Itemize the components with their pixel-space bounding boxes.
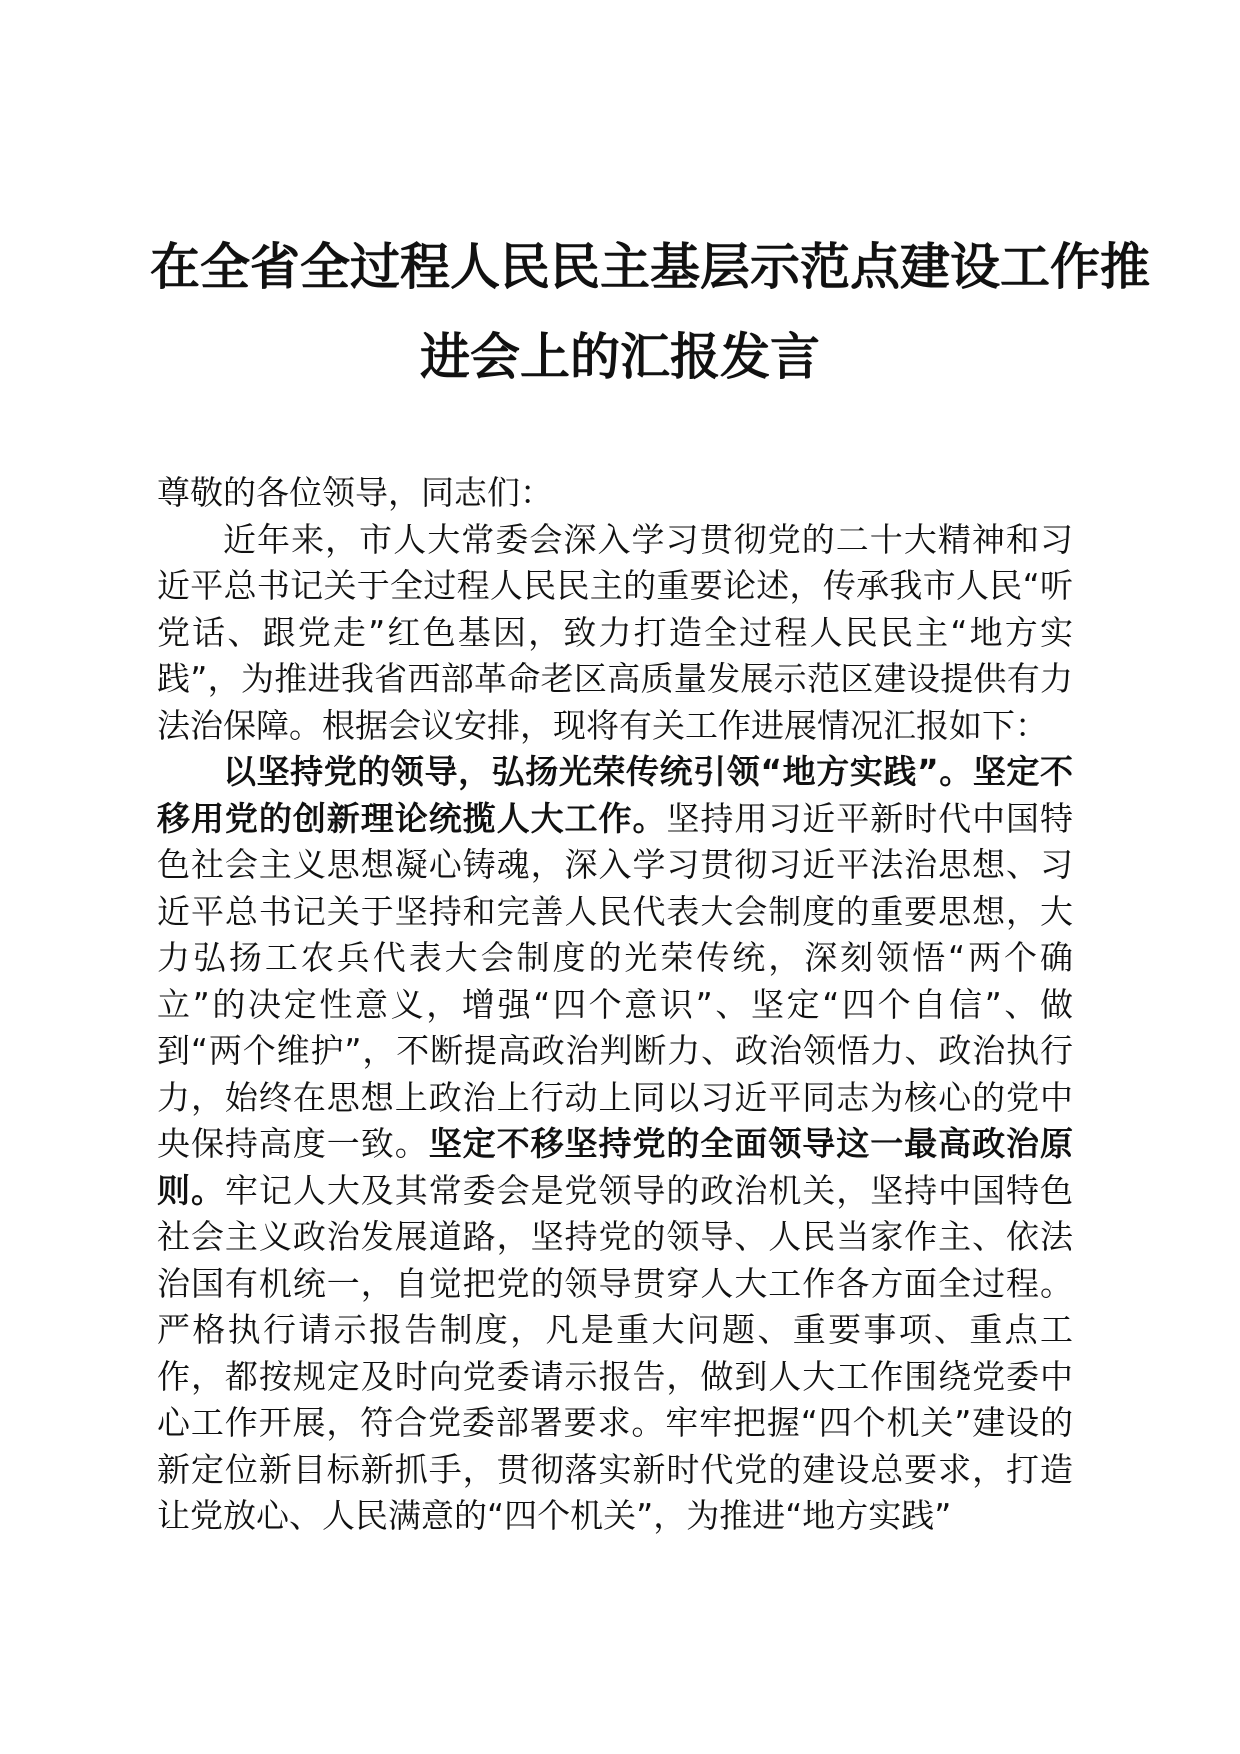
document-body [157, 470, 1073, 1540]
salutation: 尊敬的各位领导，同志们： [157, 473, 553, 512]
title-line-2: 进会上的汇报发言 [420, 327, 820, 386]
intro-paragraph: 近年来，市人大常委会深入学习贯彻党的二十大精神和习近平总书记关于全过程人民民主的重要论述，传承我市人民“听党话、跟党走”红色基因，致力打造全过程人民民主“地方实践”，为推进我省西部革命老区高质量发展示范区建设提供有力法治保障。根据会议安排，现将有关工作进展情况汇报如下： [157, 519, 1073, 745]
point-1-text: 坚持用习近平新时代中国特色社会主义思想凝心铸魂，深入学习贯彻习近平法治思想、习近平总书记关于坚持和完善人民代表大会制度的重要思想，大力弘扬工农兵代表大会制度的光荣传统，深刻领悟“两个确立”的决定性意义，增强“四个意识”、坚定“四个自信”、做到“两个维护”，不断提高政治判断力、政治领悟力、政治执行力，始终在思想上政治上行动上同以习近平同志为核心的党中央保持高度一致。 [157, 798, 1074, 1163]
document-title [150, 222, 1150, 402]
point-1-heading: 坚定不移用党的创新理论统揽人大工作。 [157, 752, 1073, 838]
point-2-text: 牢记人大及其常委会是党领导的政治机关，坚持中国特色社会主义政治发展道路，坚持党的领导、人民当家作主、依法治国有机统一，自觉把党的领导贯穿人大工作各方面全过程。严格执行请示报告制度，凡是重大问题、重要事项、重点工作，都按规定及时向党委请示报告，做到人大工作围绕党委中心工作开展，符合党委部署要求。牢牢把握“四个机关”建设的新定位新目标新抓手，贯彻落实新时代党的建设总要求，打造让党放心、人民满意的“四个机关”，为推进“地方实践” [157, 1170, 1074, 1535]
point-2-heading: 坚定不移坚持党的全面领导这一最高政治原则。 [157, 1124, 1074, 1210]
section-1-heading: 以坚持党的领导，弘扬光荣传统引领“地方实践”。 [223, 752, 973, 791]
title-line-1: 在全省全过程人民民主基层示范点建设工作推 [150, 237, 1150, 296]
section-1-paragraph [157, 749, 1073, 1540]
